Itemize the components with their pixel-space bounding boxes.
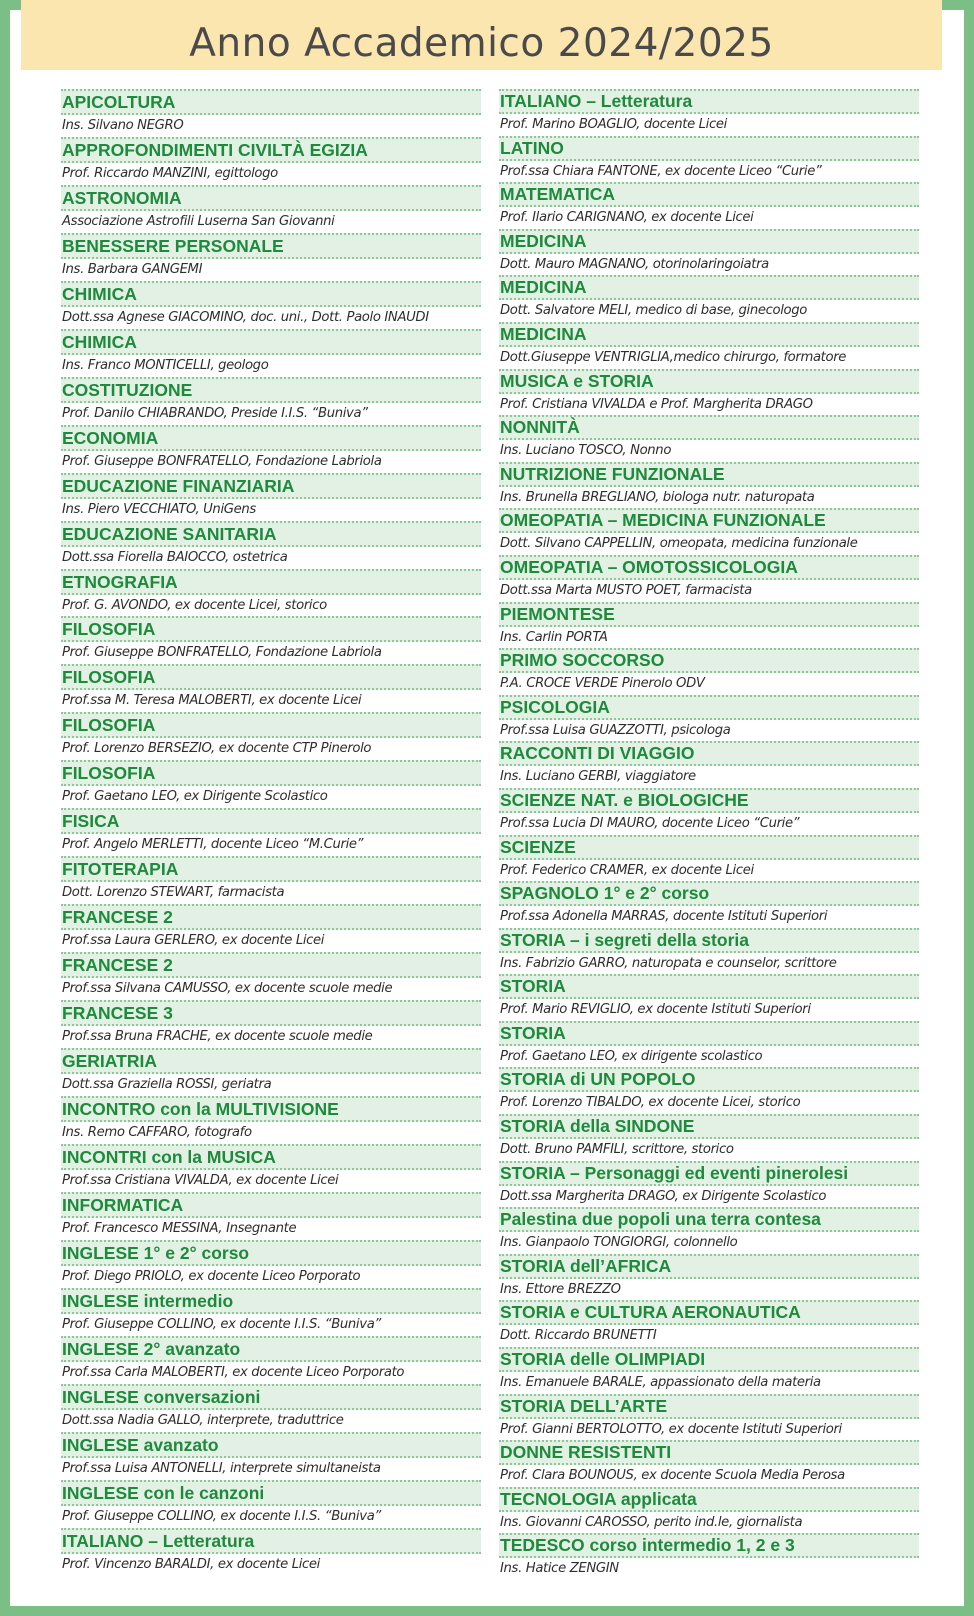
course-teacher: Prof. Federico CRAMER, ex docente Licei bbox=[500, 862, 754, 878]
course-title: FISICA bbox=[61, 808, 481, 834]
course-teacher: Ins. Brunella BREGLIANO, biologa nutr. naturopata bbox=[500, 489, 815, 505]
course-teacher: Prof. Giuseppe COLLINO, ex docente I.I.S. “Buniva” bbox=[62, 1316, 381, 1332]
course-entry bbox=[499, 275, 919, 322]
course-title: MEDICINA bbox=[499, 322, 919, 347]
course-entry bbox=[61, 185, 481, 233]
course-teacher: Dott.ssa Nadia GALLO, interprete, traduttrice bbox=[62, 1412, 344, 1428]
course-teacher: Ins. Gianpaolo TONGIORGI, colonnello bbox=[500, 1235, 738, 1251]
course-teacher: Ins. Carlin PORTA bbox=[500, 629, 608, 645]
course-entry bbox=[61, 904, 481, 952]
course-entry bbox=[499, 1347, 919, 1394]
course-teacher: Prof.ssa Adonella MARRAS, docente Istituti Superiori bbox=[500, 909, 828, 925]
course-entry bbox=[61, 1144, 481, 1192]
course-entry bbox=[499, 602, 919, 649]
course-entry bbox=[499, 1533, 919, 1580]
course-entry bbox=[61, 569, 481, 617]
course-entry bbox=[499, 1300, 919, 1347]
course-title: COSTITUZIONE bbox=[61, 377, 481, 403]
course-title: INCONTRI con la MUSICA bbox=[61, 1144, 481, 1170]
course-teacher: Ins. Remo CAFFARO, fotografo bbox=[62, 1125, 252, 1141]
course-teacher: Dott.ssa Marta MUSTO POET, farmacista bbox=[500, 582, 752, 598]
course-teacher: Prof. Clara BOUNOUS, ex docente Scuola Media Perosa bbox=[500, 1468, 845, 1484]
course-entry bbox=[61, 281, 481, 329]
course-title: ETNOGRAFIA bbox=[61, 569, 481, 595]
course-entry bbox=[61, 1288, 481, 1336]
page-title: Anno Accademico 2024/2025 bbox=[189, 21, 774, 66]
course-entry bbox=[61, 1432, 481, 1480]
course-title: STORIA e CULTURA AERONAUTICA bbox=[499, 1300, 919, 1325]
course-teacher: Ins. Luciano TOSCO, Nonno bbox=[500, 443, 672, 459]
course-title: APICOLTURA bbox=[61, 89, 481, 115]
course-teacher: Dott.ssa Margherita DRAGO, ex Dirigente Scolastico bbox=[500, 1188, 827, 1204]
course-title: NONNITÀ bbox=[499, 415, 919, 440]
course-teacher: Prof. Gaetano LEO, ex Dirigente Scolastico bbox=[62, 789, 328, 805]
course-title: ASTRONOMIA bbox=[61, 185, 481, 211]
course-teacher: Prof.ssa Cristiana VIVALDA, ex docente Licei bbox=[62, 1172, 339, 1188]
course-entry bbox=[61, 616, 481, 664]
course-title: SPAGNOLO 1° e 2° corso bbox=[499, 881, 919, 906]
course-title: STORIA – i segreti della storia bbox=[499, 928, 919, 953]
course-title: DONNE RESISTENTI bbox=[499, 1440, 919, 1465]
course-title: PIEMONTESE bbox=[499, 602, 919, 627]
course-entry bbox=[61, 137, 481, 185]
course-title: ITALIANO – Letteratura bbox=[61, 1528, 481, 1554]
course-entry bbox=[499, 369, 919, 416]
course-teacher: Dott. Riccardo BRUNETTI bbox=[500, 1328, 657, 1344]
course-title: Palestina due popoli una terra contesa bbox=[499, 1207, 919, 1232]
course-title: PSICOLOGIA bbox=[499, 695, 919, 720]
course-title: GERIATRIA bbox=[61, 1048, 481, 1074]
course-teacher: Prof. G. AVONDO, ex docente Licei, storico bbox=[62, 597, 327, 613]
course-title: FILOSOFIA bbox=[61, 760, 481, 786]
course-title: MATEMATICA bbox=[499, 182, 919, 207]
course-entry bbox=[499, 508, 919, 555]
course-entry bbox=[499, 462, 919, 509]
course-teacher: Ins. Hatice ZENGIN bbox=[500, 1561, 619, 1577]
course-entry bbox=[61, 856, 481, 904]
course-entry bbox=[499, 229, 919, 276]
course-title: CHIMICA bbox=[61, 281, 481, 307]
course-teacher: Prof. Danilo CHIABRANDO, Preside I.I.S. “Buniva” bbox=[62, 405, 368, 421]
course-title: ITALIANO – Letteratura bbox=[499, 89, 919, 114]
course-entry bbox=[61, 425, 481, 473]
course-title: APPROFONDIMENTI CIVILTÀ EGIZIA bbox=[61, 137, 481, 163]
course-entry bbox=[499, 322, 919, 369]
course-title: STORIA di UN POPOLO bbox=[499, 1067, 919, 1092]
course-entry bbox=[499, 1114, 919, 1161]
course-teacher: Prof. Francesco MESSINA, Insegnante bbox=[62, 1220, 297, 1236]
course-teacher: Prof. Angelo MERLETTI, docente Liceo “M.Curie” bbox=[62, 837, 364, 853]
course-title: INFORMATICA bbox=[61, 1192, 481, 1218]
course-title: INGLESE con le canzoni bbox=[61, 1480, 481, 1506]
course-title: FRANCESE 3 bbox=[61, 1000, 481, 1026]
course-teacher: Dott.ssa Fiorella BAIOCCO, ostetrica bbox=[62, 549, 288, 565]
course-title: PRIMO SOCCORSO bbox=[499, 648, 919, 673]
course-teacher: Dott. Bruno PAMFILI, scrittore, storico bbox=[500, 1142, 734, 1158]
course-teacher: Prof. Giuseppe COLLINO, ex docente I.I.S. “Buniva” bbox=[62, 1508, 381, 1524]
course-entry bbox=[499, 415, 919, 462]
course-entry bbox=[499, 788, 919, 835]
course-entry bbox=[61, 329, 481, 377]
course-entry bbox=[499, 182, 919, 229]
course-title: NUTRIZIONE FUNZIONALE bbox=[499, 462, 919, 487]
course-teacher: Prof. Lorenzo BERSEZIO, ex docente CTP Pinerolo bbox=[62, 741, 372, 757]
right-course-column bbox=[499, 89, 919, 1580]
course-entry bbox=[61, 1384, 481, 1432]
course-entry bbox=[499, 1487, 919, 1534]
course-teacher: Dott.ssa Agnese GIACOMINO, doc. uni., Dott. Paolo INAUDI bbox=[62, 309, 429, 325]
course-title: INGLESE conversazioni bbox=[61, 1384, 481, 1410]
course-teacher: Prof.ssa Lucia DI MAURO, docente Liceo “Curie” bbox=[500, 815, 800, 831]
course-entry bbox=[499, 1394, 919, 1441]
course-title: FILOSOFIA bbox=[61, 712, 481, 738]
course-teacher: Prof. Cristiana VIVALDA e Prof. Margherita DRAGO bbox=[500, 396, 813, 412]
title-banner bbox=[21, 0, 942, 70]
course-teacher: Dott.Giuseppe VENTRIGLIA,medico chirurgo, formatore bbox=[500, 349, 847, 365]
course-entry bbox=[499, 881, 919, 928]
course-title: INCONTRO con la MULTIVISIONE bbox=[61, 1096, 481, 1122]
course-title: STORIA dell’AFRICA bbox=[499, 1254, 919, 1279]
course-teacher: Ins. Silvano NEGRO bbox=[62, 118, 184, 133]
course-teacher: Prof.ssa Laura GERLERO, ex docente Licei bbox=[62, 933, 325, 949]
course-title: TEDESCO corso intermedio 1, 2 e 3 bbox=[499, 1533, 919, 1558]
course-entry bbox=[61, 89, 481, 137]
course-teacher: Prof. Marino BOAGLIO, docente Licei bbox=[500, 117, 727, 132]
course-teacher: Ins. Piero VECCHIATO, UniGens bbox=[62, 501, 256, 517]
course-teacher: Prof. Giuseppe BONFRATELLO, Fondazione Labriola bbox=[62, 645, 382, 661]
course-title: SCIENZE NAT. e BIOLOGICHE bbox=[499, 788, 919, 813]
course-teacher: Dott. Mauro MAGNANO, otorinolaringoiatra bbox=[500, 256, 769, 272]
course-teacher: Prof.ssa M. Teresa MALOBERTI, ex docente Licei bbox=[62, 693, 362, 709]
course-title: CHIMICA bbox=[61, 329, 481, 355]
course-entry bbox=[499, 1161, 919, 1208]
course-teacher: Prof. Mario REVIGLIO, ex docente Istituti Superiori bbox=[500, 1002, 811, 1018]
course-teacher: Ins. Fabrizio GARRO, naturopata e counselor, scrittore bbox=[500, 955, 837, 971]
left-course-column bbox=[61, 89, 481, 1576]
course-entry bbox=[61, 1000, 481, 1048]
course-entry bbox=[499, 1021, 919, 1068]
course-entry bbox=[499, 695, 919, 742]
course-entry bbox=[61, 952, 481, 1000]
course-entry bbox=[499, 974, 919, 1021]
course-teacher: Prof. Gianni BERTOLOTTO, ex docente Istituti Superiori bbox=[500, 1421, 842, 1437]
course-entry bbox=[61, 808, 481, 856]
course-title: STORIA bbox=[499, 1021, 919, 1046]
course-title: INGLESE avanzato bbox=[61, 1432, 481, 1458]
course-entry bbox=[61, 521, 481, 569]
course-title: STORIA della SINDONE bbox=[499, 1114, 919, 1139]
course-teacher: Ins. Luciano GERBI, viaggiatore bbox=[500, 769, 696, 785]
course-entry bbox=[61, 1480, 481, 1528]
course-teacher: Ins. Giovanni CAROSSO, perito ind.le, giornalista bbox=[500, 1514, 803, 1530]
course-teacher: Ins. Franco MONTICELLI, geologo bbox=[62, 357, 269, 373]
course-title: STORIA bbox=[499, 974, 919, 999]
course-teacher: Dott. Lorenzo STEWART, farmacista bbox=[62, 885, 285, 901]
course-teacher: Prof.ssa Silvana CAMUSSO, ex docente scuole medie bbox=[62, 981, 393, 997]
course-title: INGLESE 1° e 2° corso bbox=[61, 1240, 481, 1266]
course-entry bbox=[61, 1096, 481, 1144]
course-teacher: Prof. Gaetano LEO, ex dirigente scolastico bbox=[500, 1048, 763, 1064]
course-title: INGLESE 2° avanzato bbox=[61, 1336, 481, 1362]
course-entry bbox=[61, 1192, 481, 1240]
course-teacher: Dott. Silvano CAPPELLIN, omeopata, medicina funzionale bbox=[500, 536, 858, 552]
course-title: MUSICA e STORIA bbox=[499, 369, 919, 394]
course-entry bbox=[499, 89, 919, 136]
course-entry bbox=[61, 473, 481, 521]
course-title: MEDICINA bbox=[499, 275, 919, 300]
course-teacher: Ins. Barbara GANGEMI bbox=[62, 261, 203, 277]
course-teacher: Dott. Salvatore MELI, medico di base, ginecologo bbox=[500, 303, 807, 319]
course-teacher: Prof.ssa Carla MALOBERTI, ex docente Liceo Porporato bbox=[62, 1364, 405, 1380]
course-entry bbox=[61, 664, 481, 712]
course-title: STORIA delle OLIMPIADI bbox=[499, 1347, 919, 1372]
course-entry bbox=[499, 1067, 919, 1114]
course-title: STORIA – Personaggi ed eventi pinerolesi bbox=[499, 1161, 919, 1186]
course-entry bbox=[499, 555, 919, 602]
course-title: FITOTERAPIA bbox=[61, 856, 481, 882]
course-title: SCIENZE bbox=[499, 835, 919, 860]
course-entry bbox=[499, 1440, 919, 1487]
course-title: BENESSERE PERSONALE bbox=[61, 233, 481, 259]
course-title: EDUCAZIONE FINANZIARIA bbox=[61, 473, 481, 499]
course-entry bbox=[499, 835, 919, 882]
course-title: FRANCESE 2 bbox=[61, 952, 481, 978]
course-teacher: Associazione Astrofili Luserna San Giovanni bbox=[62, 213, 335, 229]
course-teacher: Ins. Ettore BREZZO bbox=[500, 1281, 621, 1297]
course-teacher: Prof. Diego PRIOLO, ex docente Liceo Porporato bbox=[62, 1268, 361, 1284]
course-teacher: Prof. Giuseppe BONFRATELLO, Fondazione Labriola bbox=[62, 453, 382, 469]
course-teacher: Prof.ssa Bruna FRACHE, ex docente scuole medie bbox=[62, 1029, 373, 1045]
course-title: TECNOLOGIA applicata bbox=[499, 1487, 919, 1512]
course-title: STORIA DELL’ARTE bbox=[499, 1394, 919, 1419]
course-entry bbox=[499, 1254, 919, 1301]
course-title: INGLESE intermedio bbox=[61, 1288, 481, 1314]
course-entry bbox=[61, 1336, 481, 1384]
course-title: FILOSOFIA bbox=[61, 616, 481, 642]
course-teacher: P.A. CROCE VERDE Pinerolo ODV bbox=[500, 676, 705, 692]
course-teacher: Prof. Vincenzo BARALDI, ex docente Licei bbox=[62, 1556, 320, 1572]
course-teacher: Prof. Ilario CARIGNANO, ex docente Licei bbox=[500, 210, 754, 226]
course-title: FRANCESE 2 bbox=[61, 904, 481, 930]
course-teacher: Prof.ssa Chiara FANTONE, ex docente Liceo “Curie” bbox=[500, 163, 822, 179]
course-teacher: Ins. Emanuele BARALE, appassionato della materia bbox=[500, 1375, 821, 1391]
course-entry bbox=[61, 1240, 481, 1288]
course-teacher: Prof.ssa Luisa GUAZZOTTI, psicologa bbox=[500, 722, 731, 738]
course-entry bbox=[61, 1048, 481, 1096]
course-entry bbox=[499, 928, 919, 975]
course-title: OMEOPATIA – MEDICINA FUNZIONALE bbox=[499, 508, 919, 533]
course-title: FILOSOFIA bbox=[61, 664, 481, 690]
course-entry bbox=[61, 760, 481, 808]
course-title: ECONOMIA bbox=[61, 425, 481, 451]
course-entry bbox=[499, 648, 919, 695]
course-title: OMEOPATIA – OMOTOSSICOLOGIA bbox=[499, 555, 919, 580]
course-entry bbox=[499, 1207, 919, 1254]
course-teacher: Dott.ssa Graziella ROSSI, geriatra bbox=[62, 1077, 272, 1093]
course-entry bbox=[499, 136, 919, 183]
course-entry bbox=[61, 377, 481, 425]
course-entry bbox=[61, 233, 481, 281]
course-title: LATINO bbox=[499, 136, 919, 161]
course-teacher: Prof. Lorenzo TIBALDO, ex docente Licei, storico bbox=[500, 1095, 801, 1111]
course-entry bbox=[61, 1528, 481, 1576]
course-entry bbox=[499, 741, 919, 788]
course-entry bbox=[61, 712, 481, 760]
course-title: EDUCAZIONE SANITARIA bbox=[61, 521, 481, 547]
course-teacher: Prof. Riccardo MANZINI, egittologo bbox=[62, 165, 278, 181]
course-teacher: Prof.ssa Luisa ANTONELLI, interprete simultaneista bbox=[62, 1460, 381, 1476]
course-title: MEDICINA bbox=[499, 229, 919, 254]
course-title: RACCONTI DI VIAGGIO bbox=[499, 741, 919, 766]
